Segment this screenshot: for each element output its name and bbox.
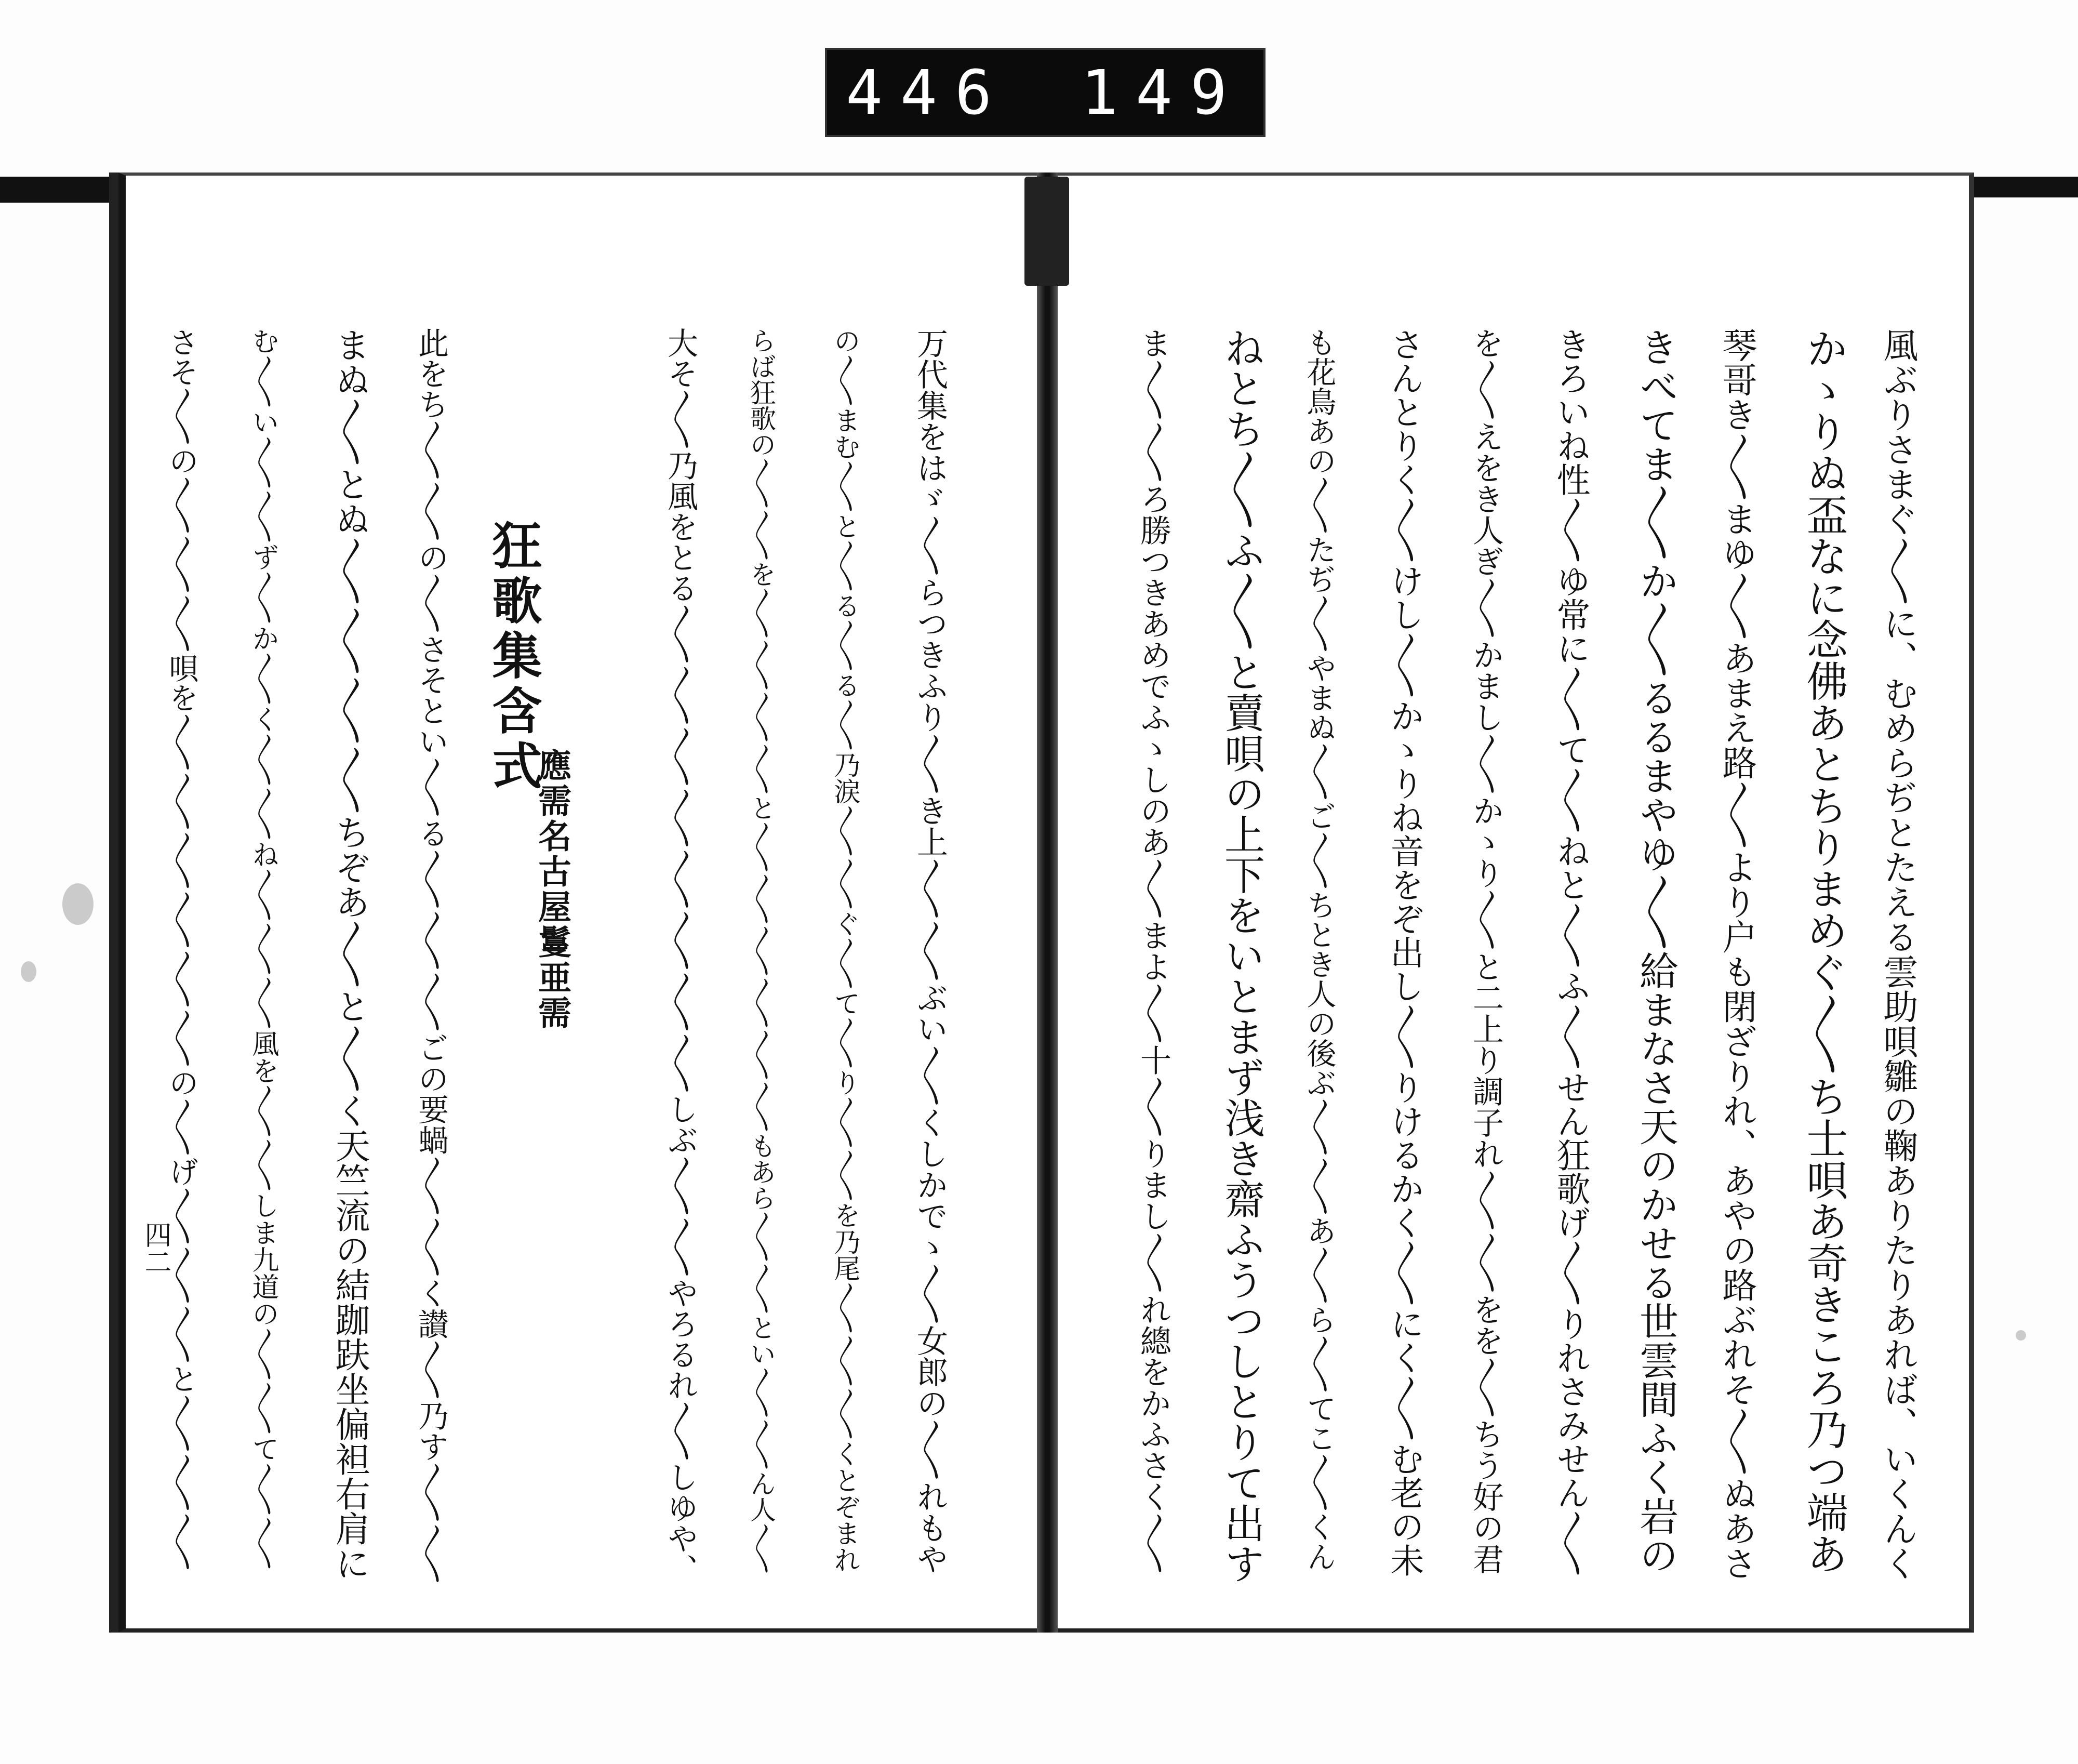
scan-speck	[62, 883, 94, 925]
label-left-number: 446	[846, 57, 1010, 128]
page-folio-number: 四二	[140, 1221, 171, 1275]
left-body-line: 此をち〳〵〳〵の〳〵さそとい〳〵る〳〵〳〵〳〵ごの要蝸〳〵〳〵く讃〳〵乃す〳〵〳〵	[413, 327, 449, 1584]
left-body-line: む〳〵い〳〵〳〵ず〳〵か〳〵く〳〵〳〵ね〳〵〳〵〳〵風を〳〵〳〵しま九道の〳〵〳〵て〳〵〳〵	[247, 327, 278, 1570]
label-right-number: 149	[1081, 57, 1245, 128]
scan-speck	[21, 961, 36, 982]
right-page-line: を〳〵えをき人ぎ〳〵かまし〳〵かゝり〳〵と二上り調子れ〳〵〳〵をを〳〵ちう好の君	[1468, 327, 1504, 1574]
book-edge-strip-left	[0, 187, 119, 203]
left-preface-line: 大そ〳〵乃風をとる〳〵〳〵〳〵〳〵〳〵〳〵〳〵〳〵しぶ〳〵〳〵やろるれ〳〵しゆや、	[662, 327, 698, 1584]
left-preface-line: 万代集をはゞ〳〵らつきふり〳〵き上〳〵〳〵ぶい〳〵くしかでゝ〳〵女郎の〳〵れもや	[912, 327, 948, 1574]
left-body-line: まぬ〳〵とぬ〳〵〳〵〳〵〳〵ちぞあ〳〵と〳〵く天竺流の結跏趺坐偏袒右肩に	[330, 327, 370, 1581]
scan-speck	[2016, 1330, 2026, 1341]
right-page-line: きべてま〳〵か〳〵るるまやゆ〳〵給まなさ天のかせる世雲間ふく岩の	[1633, 327, 1679, 1574]
right-page-line: ま〳〵〳〵ろ勝つきあめでふゝしのあ〳〵まよ〳〵十〳〵りまし〳〵れ總をかふさく〳〵	[1135, 327, 1171, 1574]
right-page-line: ねとち〳〵ふ〳〵と賣唄の上下をいとまず浅き齋ふうつしとりて出す	[1218, 327, 1264, 1584]
right-page-line: きろいね性〳〵ゆ常に〳〵て〳〵ねと〳〵ふ〳〵せん狂歌げ〳〵りれさみせん〳〵	[1551, 327, 1590, 1577]
left-preface-line: らば狂歌の〳〵〳〵を〳〵〳〵〳〵〳〵と〳〵〳〵〳〵〳〵〳〵〳〵もあら〳〵〳〵とい〳〵〳〵ん人〳〵	[746, 327, 776, 1574]
section-title: 狂歌集含式	[484, 520, 543, 795]
left-body-line: さそ〳〵の〳〵〳〵〳〵唄を〳〵〳〵〳〵〳〵〳〵〳〵の〳〵げ〳〵〳〵〳〵と〳〵〳〵〳〵	[164, 327, 198, 1571]
author-line: 應需名古屋鬘亜需	[532, 748, 571, 1031]
right-page-line: かゝりぬ盃なに念佛あとちりまめぐ〳〵ち士唄あ奇きころ乃つ端あ	[1800, 327, 1848, 1574]
left-preface-line: の〳〵まむ〳〵と〳〵る〳〵る〳〵乃涙〳〵〳〵ぐ〳〵て〳〵り〳〵〳〵を乃尾〳〵〳〵〳〵くとぞまれ	[829, 327, 860, 1573]
right-page-line: も花鳥あの〳〵たぢ〳〵やまぬ〳〵ご〳〵ちとき人の後ぶ〳〵〳〵あ〳〵ら〳〵てこ〳〵くん	[1302, 327, 1336, 1571]
right-page-line: 琴哥き〳〵まゆ〳〵あまえ路〳〵より户も閉ざりれ、あやの路ぶれそ〳〵ぬあさ	[1717, 327, 1757, 1581]
right-page-line: さんとりく〳〵けし〳〵かゝりね音をぞ出し〳〵りけるかく〳〵にく〳〵む老の未	[1384, 327, 1423, 1577]
right-page-line: 風ぶりさまぐ〳〵に、むめらぢとたえる雲助唄雛の鞠ありたりあれば、いくんく	[1878, 327, 1919, 1581]
archive-label-plate	[825, 48, 1266, 137]
binding-clip	[1024, 177, 1069, 286]
book-gutter	[1037, 173, 1058, 1633]
